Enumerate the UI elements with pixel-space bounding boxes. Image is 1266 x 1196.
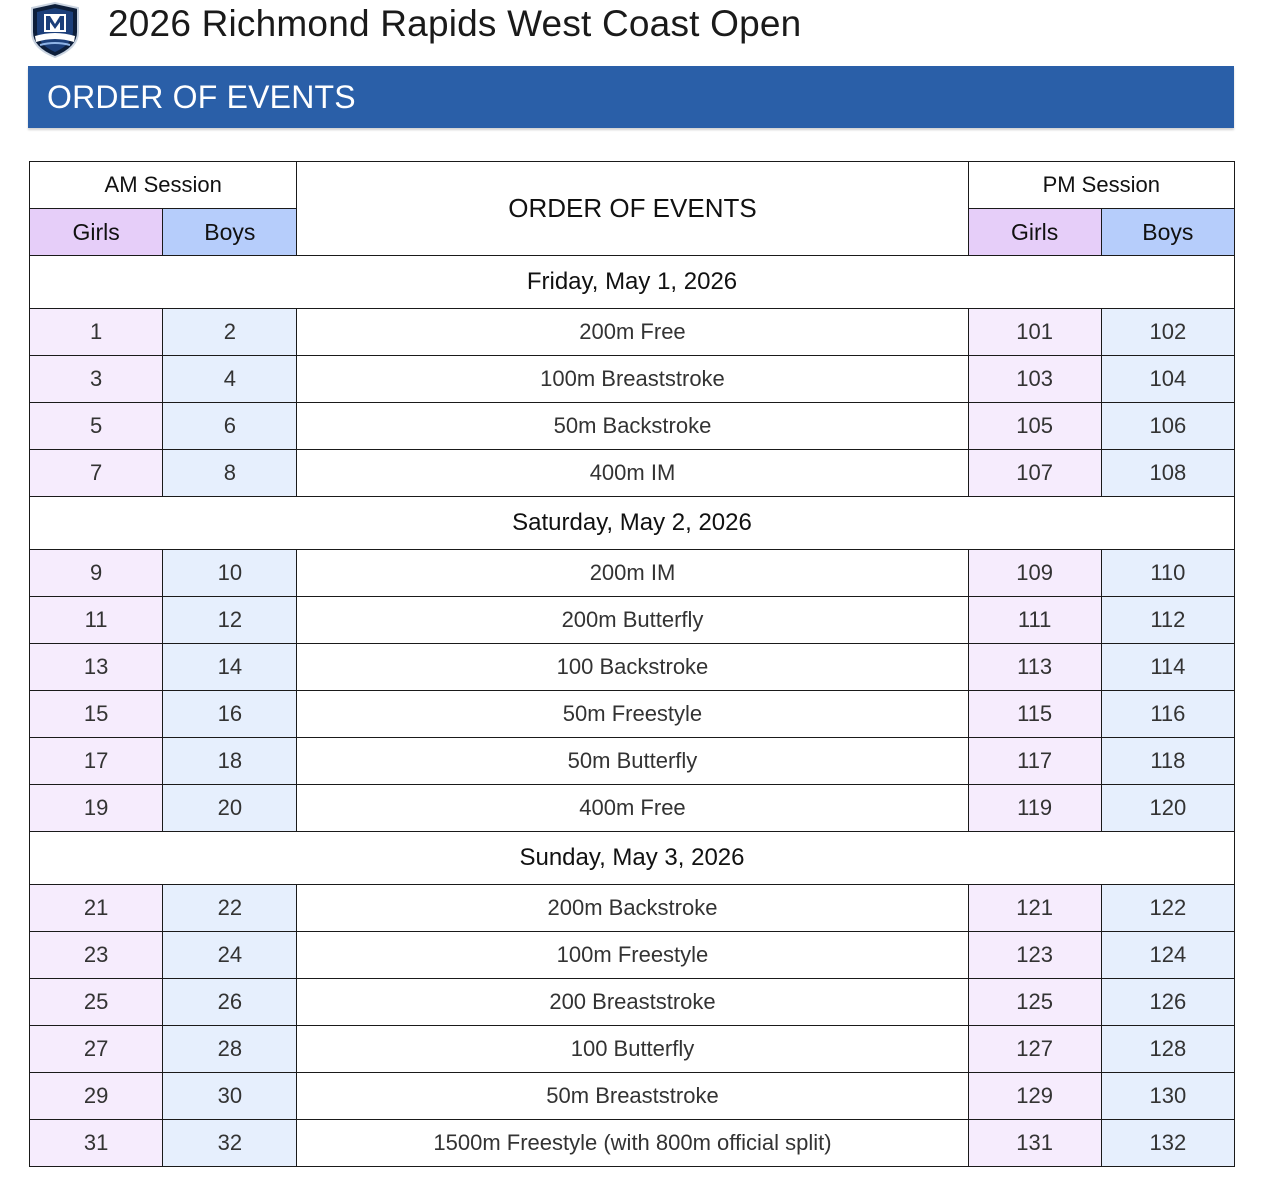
- event-row: [30, 644, 1235, 691]
- pm-boys-event-number: 108: [1101, 450, 1234, 497]
- event-name: 50m Butterfly: [297, 738, 968, 785]
- pm-boys-event-number: 130: [1101, 1073, 1234, 1120]
- event-name: 100m Breaststroke: [297, 356, 968, 403]
- event-row: [30, 450, 1235, 497]
- pm-boys-event-number: 104: [1101, 356, 1234, 403]
- pm-girls-header: Girls: [968, 209, 1101, 256]
- pm-boys-event-number: 124: [1101, 932, 1234, 979]
- am-boys-event-number: 26: [163, 979, 297, 1026]
- pm-session-header: PM Session: [968, 162, 1234, 209]
- pm-boys-event-number: 102: [1101, 309, 1234, 356]
- event-row: [30, 785, 1235, 832]
- am-boys-event-number: 2: [163, 309, 297, 356]
- pm-boys-event-number: 116: [1101, 691, 1234, 738]
- pm-girls-event-number: 105: [968, 403, 1101, 450]
- am-girls-header: Girls: [30, 209, 163, 256]
- event-row: [30, 597, 1235, 644]
- event-row: [30, 1026, 1235, 1073]
- pm-girls-event-number: 121: [968, 885, 1101, 932]
- am-girls-event-number: 29: [30, 1073, 163, 1120]
- event-name: 200m IM: [297, 550, 968, 597]
- pm-boys-event-number: 120: [1101, 785, 1234, 832]
- am-boys-event-number: 8: [163, 450, 297, 497]
- am-girls-event-number: 27: [30, 1026, 163, 1073]
- section-banner: [28, 66, 1234, 128]
- am-boys-event-number: 28: [163, 1026, 297, 1073]
- am-girls-event-number: 1: [30, 309, 163, 356]
- event-name: 200m Backstroke: [297, 885, 968, 932]
- event-name: 100m Freestyle: [297, 932, 968, 979]
- am-girls-event-number: 5: [30, 403, 163, 450]
- event-row: [30, 885, 1235, 932]
- pm-girls-event-number: 111: [968, 597, 1101, 644]
- am-boys-event-number: 16: [163, 691, 297, 738]
- pm-girls-event-number: 103: [968, 356, 1101, 403]
- event-name: 400m IM: [297, 450, 968, 497]
- event-row: [30, 738, 1235, 785]
- am-boys-event-number: 14: [163, 644, 297, 691]
- event-name: 100 Butterfly: [297, 1026, 968, 1073]
- am-girls-event-number: 19: [30, 785, 163, 832]
- pm-girls-event-number: 113: [968, 644, 1101, 691]
- event-row: [30, 1120, 1235, 1167]
- event-name: 1500m Freestyle (with 800m official split): [297, 1120, 968, 1167]
- am-girls-event-number: 3: [30, 356, 163, 403]
- day-row: [30, 832, 1235, 885]
- order-of-events-table: [29, 161, 1235, 1167]
- am-boys-event-number: 6: [163, 403, 297, 450]
- pm-girls-event-number: 119: [968, 785, 1101, 832]
- am-girls-event-number: 31: [30, 1120, 163, 1167]
- event-name: 50m Freestyle: [297, 691, 968, 738]
- event-row: [30, 309, 1235, 356]
- pm-boys-event-number: 126: [1101, 979, 1234, 1026]
- event-name: 200m Free: [297, 309, 968, 356]
- day-label: Sunday, May 3, 2026: [30, 832, 1235, 885]
- pm-girls-event-number: 115: [968, 691, 1101, 738]
- day-label: Saturday, May 2, 2026: [30, 497, 1235, 550]
- am-boys-event-number: 22: [163, 885, 297, 932]
- banner-title: ORDER OF EVENTS: [47, 79, 356, 115]
- pm-boys-event-number: 112: [1101, 597, 1234, 644]
- am-girls-event-number: 9: [30, 550, 163, 597]
- events-body: [30, 256, 1235, 1167]
- pm-boys-event-number: 106: [1101, 403, 1234, 450]
- am-girls-event-number: 13: [30, 644, 163, 691]
- pm-boys-header: Boys: [1101, 209, 1234, 256]
- pm-boys-event-number: 114: [1101, 644, 1234, 691]
- am-girls-event-number: 25: [30, 979, 163, 1026]
- am-boys-event-number: 32: [163, 1120, 297, 1167]
- document-header: [28, 0, 1234, 52]
- event-row: [30, 932, 1235, 979]
- am-boys-event-number: 30: [163, 1073, 297, 1120]
- event-name: 200 Breaststroke: [297, 979, 968, 1026]
- pm-boys-event-number: 128: [1101, 1026, 1234, 1073]
- am-girls-event-number: 23: [30, 932, 163, 979]
- am-girls-event-number: 7: [30, 450, 163, 497]
- pm-girls-event-number: 109: [968, 550, 1101, 597]
- am-girls-event-number: 11: [30, 597, 163, 644]
- am-boys-event-number: 24: [163, 932, 297, 979]
- richmond-rapids-shield-logo: [28, 2, 82, 58]
- event-row: [30, 550, 1235, 597]
- event-row: [30, 1073, 1235, 1120]
- am-boys-event-number: 10: [163, 550, 297, 597]
- pm-boys-event-number: 110: [1101, 550, 1234, 597]
- pm-girls-event-number: 131: [968, 1120, 1101, 1167]
- am-boys-event-number: 20: [163, 785, 297, 832]
- am-boys-header: Boys: [163, 209, 297, 256]
- pm-girls-event-number: 101: [968, 309, 1101, 356]
- am-boys-event-number: 4: [163, 356, 297, 403]
- day-label: Friday, May 1, 2026: [30, 256, 1235, 309]
- event-name: 100 Backstroke: [297, 644, 968, 691]
- am-session-header: AM Session: [30, 162, 297, 209]
- event-name: 50m Breaststroke: [297, 1073, 968, 1120]
- pm-boys-event-number: 122: [1101, 885, 1234, 932]
- am-girls-event-number: 21: [30, 885, 163, 932]
- day-row: [30, 497, 1235, 550]
- event-row: [30, 979, 1235, 1026]
- page-title: 2026 Richmond Rapids West Coast Open: [108, 3, 802, 44]
- event-row: [30, 691, 1235, 738]
- pm-girls-event-number: 123: [968, 932, 1101, 979]
- pm-girls-event-number: 127: [968, 1026, 1101, 1073]
- am-boys-event-number: 18: [163, 738, 297, 785]
- pm-girls-event-number: 107: [968, 450, 1101, 497]
- pm-boys-event-number: 132: [1101, 1120, 1234, 1167]
- pm-girls-event-number: 129: [968, 1073, 1101, 1120]
- order-of-events-header: ORDER OF EVENTS: [297, 162, 968, 256]
- am-boys-event-number: 12: [163, 597, 297, 644]
- event-row: [30, 403, 1235, 450]
- event-name: 400m Free: [297, 785, 968, 832]
- am-girls-event-number: 15: [30, 691, 163, 738]
- pm-girls-event-number: 117: [968, 738, 1101, 785]
- am-girls-event-number: 17: [30, 738, 163, 785]
- day-row: [30, 256, 1235, 309]
- event-row: [30, 356, 1235, 403]
- event-name: 50m Backstroke: [297, 403, 968, 450]
- pm-boys-event-number: 118: [1101, 738, 1234, 785]
- pm-girls-event-number: 125: [968, 979, 1101, 1026]
- event-name: 200m Butterfly: [297, 597, 968, 644]
